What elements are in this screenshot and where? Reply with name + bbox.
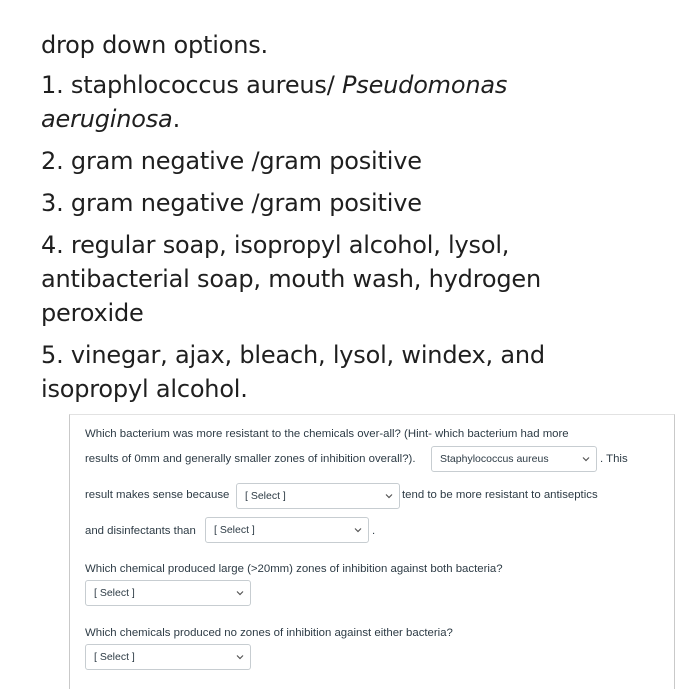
bacterium-select-value: Staphylococcus aureus <box>440 453 549 465</box>
chevron-down-icon <box>235 588 245 598</box>
notes-heading: drop down options. <box>41 31 268 59</box>
notes-item-5: 5. vinegar, ajax, bleach, lysol, windex, and isopropyl alcohol. <box>41 341 545 403</box>
q1-line-4-text: and disinfectants than <box>85 525 196 537</box>
no-zone-chemicals-select-value: [ Select ] <box>94 651 135 663</box>
q3-text: Which chemicals produced no zones of inhibition against either bacteria? <box>85 627 453 639</box>
gram-type-select-2[interactable] <box>205 517 369 543</box>
dropdown-options-notes <box>41 28 651 414</box>
notes-item-1 <box>41 68 651 136</box>
q1-line-2-end: . This <box>600 453 628 465</box>
chevron-down-icon <box>384 491 394 501</box>
notes-item-1-end: . <box>172 105 180 133</box>
gram-type-select-1[interactable] <box>236 483 400 509</box>
q1-line-1: Which bacterium was more resistant to the chemicals over-all? (Hint- which bacterium had more <box>85 428 569 440</box>
large-zone-chemical-select-value: [ Select ] <box>94 587 135 599</box>
notes-item-1-italic: Pseudomonas aeruginosa <box>41 71 508 133</box>
q1-line-2-text: results of 0mm and generally smaller zones of inhibition overall?). <box>85 453 416 465</box>
chevron-down-icon <box>581 454 591 464</box>
notes-item-1-text: 1. staphlococcus aureus/ <box>41 71 343 99</box>
chevron-down-icon <box>353 525 363 535</box>
no-zone-chemicals-select[interactable] <box>85 644 251 670</box>
large-zone-chemical-select[interactable] <box>85 580 251 606</box>
notes-item-3: 3. gram negative /gram positive <box>41 189 422 217</box>
notes-item-4: 4. regular soap, isopropyl alcohol, lysol, antibacterial soap, mouth wash, hydrogen peroxide <box>41 231 541 327</box>
notes-item-2: 2. gram negative /gram positive <box>41 147 422 175</box>
q1-line-3-text: result makes sense because <box>85 489 230 501</box>
gram-type-select-2-value: [ Select ] <box>214 524 255 536</box>
q1-line-3-end: tend to be more resistant to antiseptics <box>402 489 598 501</box>
bacterium-select[interactable] <box>431 446 597 472</box>
chevron-down-icon <box>235 652 245 662</box>
gram-type-select-1-value: [ Select ] <box>245 490 286 502</box>
q2-text: Which chemical produced large (>20mm) zones of inhibition against both bacteria? <box>85 563 503 575</box>
q1-line-4-end: . <box>372 525 376 537</box>
quiz-panel <box>69 414 675 689</box>
